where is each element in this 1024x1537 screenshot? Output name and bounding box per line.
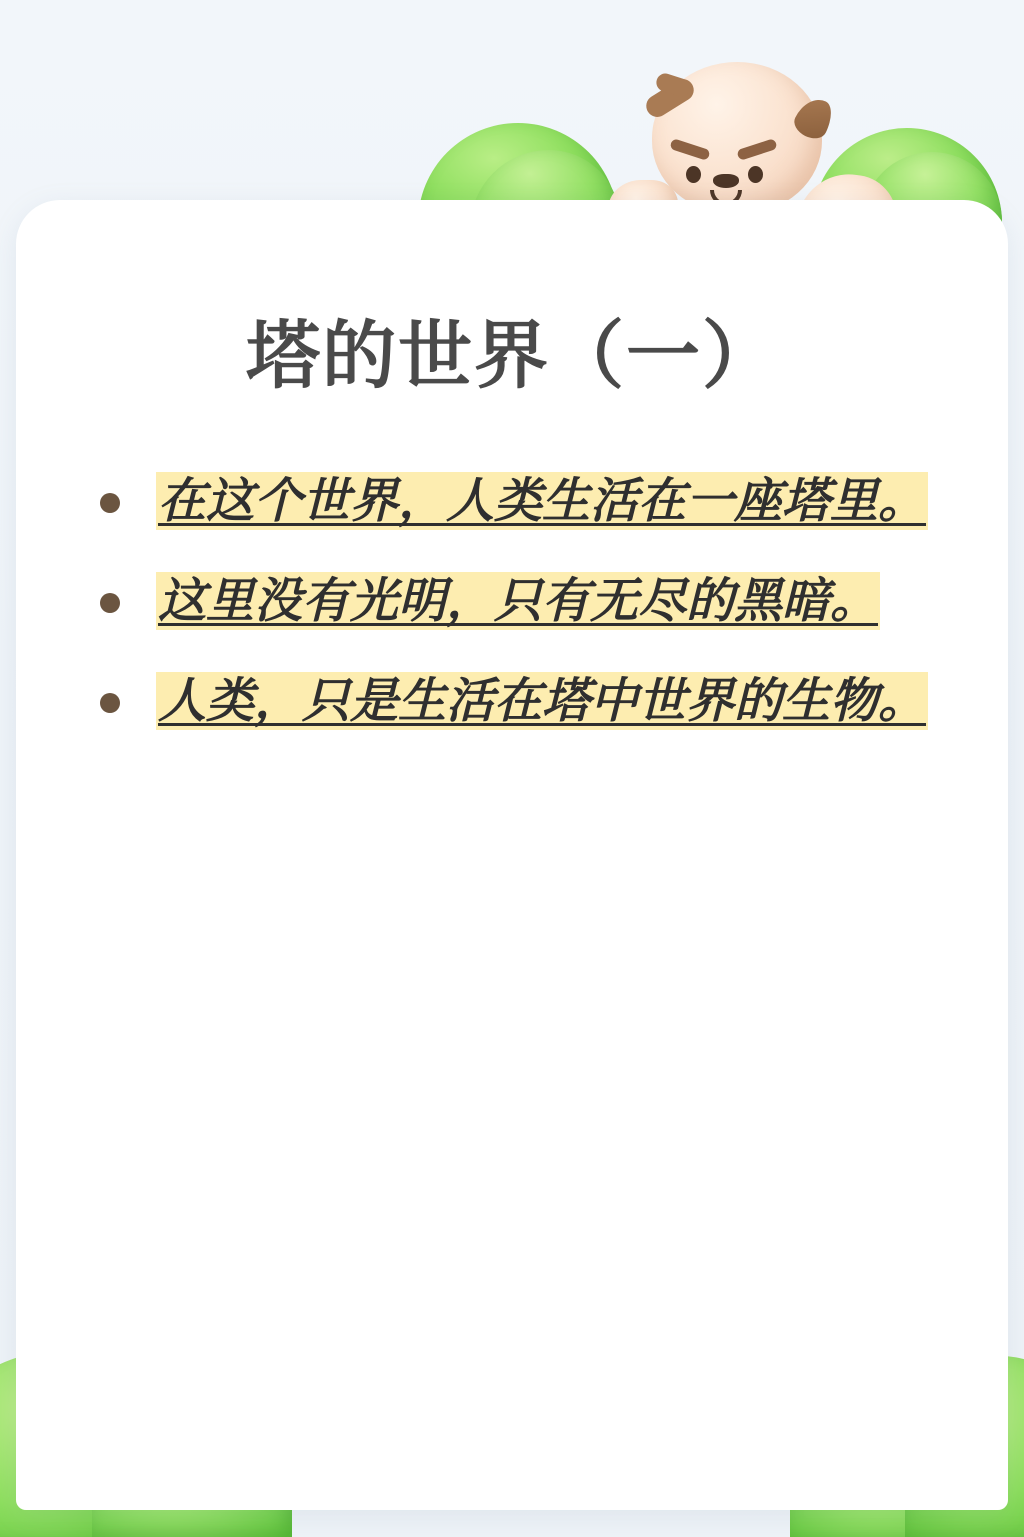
page-title: 塔的世界（一）	[246, 313, 778, 399]
content-card	[16, 200, 1008, 1510]
list-item	[78, 663, 946, 741]
list-item	[78, 563, 946, 641]
list-item-text: 人类，只是生活在塔中世界的生物。	[158, 672, 927, 729]
list-item-text: 在这个世界，人类生活在一座塔里。	[158, 473, 927, 530]
mascot-nose-icon	[713, 174, 739, 188]
mascot-eye-right-icon	[748, 166, 763, 183]
bullet-dot-icon	[100, 693, 120, 713]
bullet-dot-icon	[100, 593, 120, 613]
bullet-list	[78, 463, 946, 740]
list-item	[78, 463, 946, 541]
list-item-text: 这里没有光明，只有无尽的黑暗。	[158, 573, 879, 630]
bullet-dot-icon	[100, 493, 120, 513]
mascot-eye-left-icon	[686, 166, 701, 183]
